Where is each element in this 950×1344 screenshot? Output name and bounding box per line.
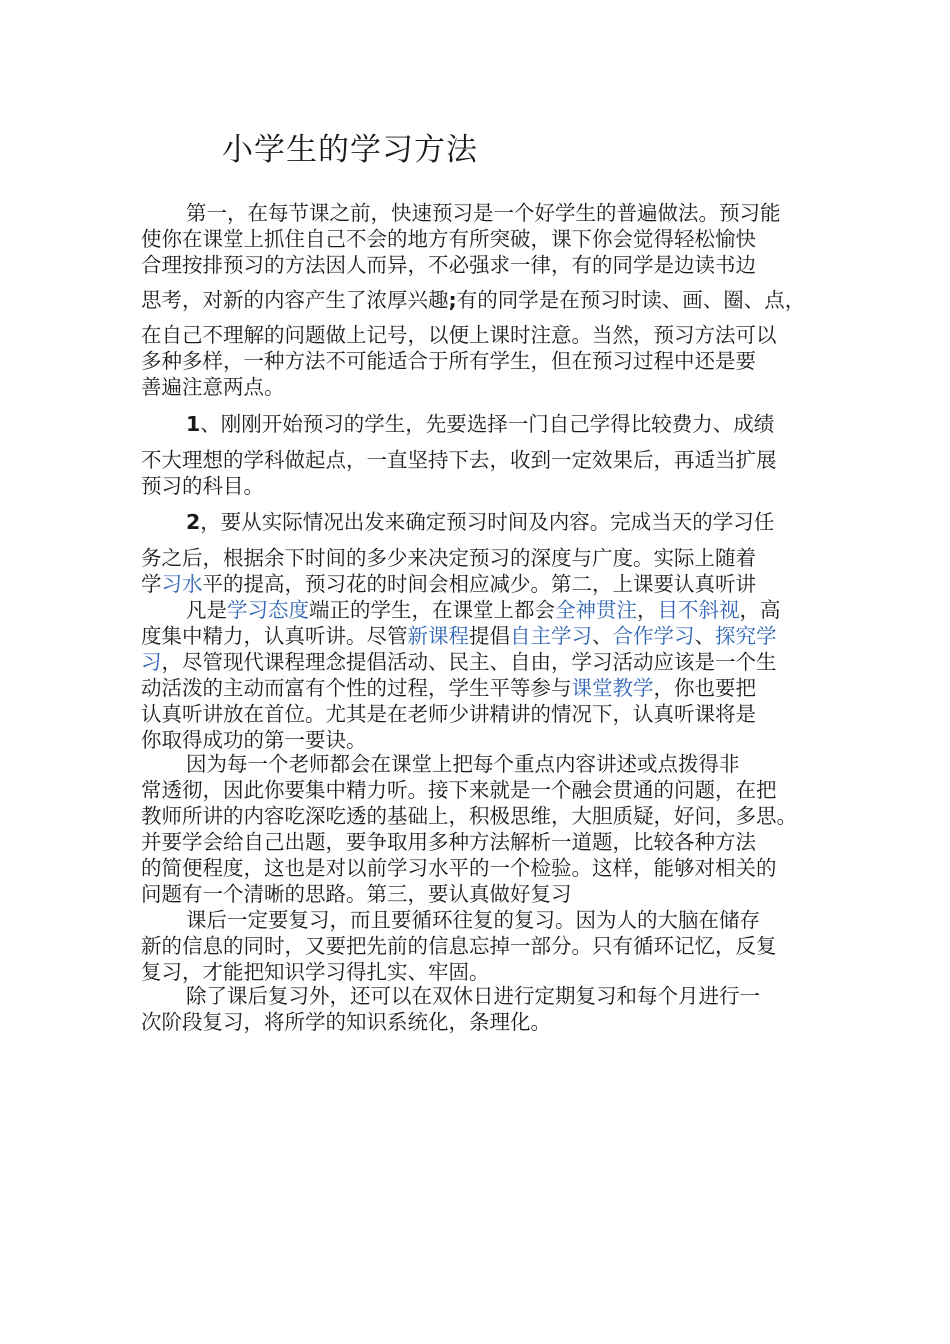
text-line bbox=[186, 199, 781, 227]
text-segment: 凡是 bbox=[186, 598, 227, 622]
text-line bbox=[186, 906, 760, 934]
text-line bbox=[141, 544, 756, 572]
text-segment: 1 bbox=[186, 412, 201, 436]
text-segment: 你取得成功的第一要诀。 bbox=[141, 728, 367, 752]
text-line bbox=[141, 225, 756, 253]
inline-link[interactable]: 自主学习 bbox=[510, 624, 592, 648]
text-line bbox=[141, 321, 777, 349]
text-segment: 使你在课堂上抓住自己不会的地方有所突破，课下你会觉得轻松愉快 bbox=[141, 227, 756, 251]
text-segment: 平的提高，预习花的时间会相应减少。第二，上课要认真听讲 bbox=[202, 572, 756, 596]
inline-link[interactable]: 习 bbox=[141, 650, 162, 674]
text-segment: 有的同学是在预习时读、画、圈、点， bbox=[456, 288, 806, 312]
text-segment: ，高 bbox=[739, 598, 781, 622]
text-segment: 、刚刚开始预习的学生，先要选择一门自己学得比较费力、成绩 bbox=[200, 412, 775, 436]
text-segment: 学 bbox=[141, 572, 162, 596]
text-segment: 、 bbox=[592, 624, 613, 648]
text-line bbox=[186, 750, 740, 778]
text-line bbox=[141, 854, 777, 882]
text-line bbox=[141, 1008, 551, 1036]
text-segment: 务之后，根据余下时间的多少来决定预习的深度与广度。实际上随着 bbox=[141, 546, 756, 570]
text-segment: 度集中精力，认真听讲。尽管 bbox=[141, 624, 408, 648]
inline-link[interactable]: 学习态度 bbox=[227, 598, 309, 622]
text-segment: 、 bbox=[694, 624, 715, 648]
text-segment: ，你也要把 bbox=[653, 676, 756, 700]
text-segment: 新的信息的同时，又要把先前的信息忘掉一部分。只有循环记忆，反复 bbox=[141, 934, 777, 958]
inline-link[interactable]: 目不斜视 bbox=[657, 598, 740, 622]
text-line bbox=[141, 622, 777, 650]
text-segment: 除了课后复习外，还可以在双休日进行定期复习和每个月进行一 bbox=[186, 984, 760, 1008]
text-segment: 因为每一个老师都会在课堂上把每个重点内容讲述或点拨得非 bbox=[186, 752, 740, 776]
text-line bbox=[141, 802, 797, 830]
text-line bbox=[141, 880, 572, 908]
text-line bbox=[141, 828, 756, 856]
text-segment: 合理按排预习的方法因人而异，不必强求一律，有的同学是边读书边 bbox=[141, 253, 756, 277]
text-line bbox=[141, 776, 777, 804]
text-segment: ; bbox=[448, 288, 457, 312]
text-line bbox=[141, 700, 756, 728]
text-segment: 在自己不理解的问题做上记号，以便上课时注意。当然，预习方法可以 bbox=[141, 323, 777, 347]
text-segment: 复习，才能把知识学习得扎实、牢固。 bbox=[141, 960, 490, 984]
inline-link[interactable]: 探究学 bbox=[715, 624, 777, 648]
text-segment: 端正的学生，在课堂上都会 bbox=[309, 598, 555, 622]
text-segment: 课后一定要复习，而且要循环往复的复习。因为人的大脑在储存 bbox=[186, 908, 760, 932]
inline-link[interactable]: 课堂教学 bbox=[571, 676, 654, 700]
document-title: 小学生的学习方法 bbox=[222, 132, 478, 168]
text-line bbox=[141, 373, 285, 401]
text-segment: 不大理想的学科做起点，一直坚持下去，收到一定效果后，再适当扩展 bbox=[141, 448, 777, 472]
text-line bbox=[141, 570, 756, 598]
text-segment: 常透彻，因此你要集中精力听。接下来就是一个融会贯通的问题，在把 bbox=[141, 778, 777, 802]
inline-link[interactable]: 合作学习 bbox=[612, 624, 695, 648]
text-segment: 并要学会给自己出题，要争取用多种方法解析一道题，比较各种方法 bbox=[141, 830, 756, 854]
text-segment: 的简便程度，这也是对以前学习水平的一个检验。这样，能够对相关的 bbox=[141, 856, 777, 880]
text-line bbox=[141, 932, 777, 960]
text-segment: ， bbox=[637, 598, 658, 622]
text-line bbox=[141, 674, 756, 702]
text-segment: 问题有一个清晰的思路。第三，要认真做好复习 bbox=[141, 882, 572, 906]
text-line bbox=[141, 251, 756, 279]
text-line bbox=[141, 648, 777, 676]
text-line bbox=[141, 347, 756, 375]
text-segment: 动活泼的主动而富有个性的过程，学生平等参与 bbox=[141, 676, 572, 700]
text-line bbox=[186, 410, 774, 438]
text-segment: ，要从实际情况出发来确定预习时间及内容。完成当天的学习任 bbox=[200, 510, 775, 534]
text-line bbox=[141, 286, 805, 314]
text-segment: 教师所讲的内容吃深吃透的基础上，积极思维，大胆质疑，好问，多思。 bbox=[141, 804, 797, 828]
text-segment: 2 bbox=[186, 510, 201, 534]
text-segment: 多种多样，一种方法不可能适合于所有学生，但在预习过程中还是要 bbox=[141, 349, 756, 373]
text-segment: 次阶段复习，将所学的知识系统化，条理化。 bbox=[141, 1010, 551, 1034]
text-segment: 思考，对新的内容产生了浓厚兴趣 bbox=[141, 288, 449, 312]
text-line bbox=[141, 472, 264, 500]
text-segment: 预习的科目。 bbox=[141, 474, 264, 498]
text-line bbox=[186, 982, 760, 1010]
inline-link[interactable]: 习水 bbox=[161, 572, 203, 596]
text-segment: 第一，在每节课之前，快速预习是一个好学生的普遍做法。预习能 bbox=[186, 201, 781, 225]
text-line bbox=[186, 596, 781, 624]
inline-link[interactable]: 全神贯注 bbox=[555, 598, 637, 622]
text-line bbox=[186, 508, 774, 536]
inline-link[interactable]: 新课程 bbox=[407, 624, 469, 648]
text-segment: ，尽管现代课程理念提倡活动、民主、自由，学习活动应该是一个生 bbox=[161, 650, 777, 674]
text-line bbox=[141, 446, 777, 474]
text-segment: 认真听讲放在首位。尤其是在老师少讲精讲的情况下，认真听课将是 bbox=[141, 702, 756, 726]
text-segment: 提倡 bbox=[469, 624, 510, 648]
text-segment: 善遍注意两点。 bbox=[141, 375, 285, 399]
